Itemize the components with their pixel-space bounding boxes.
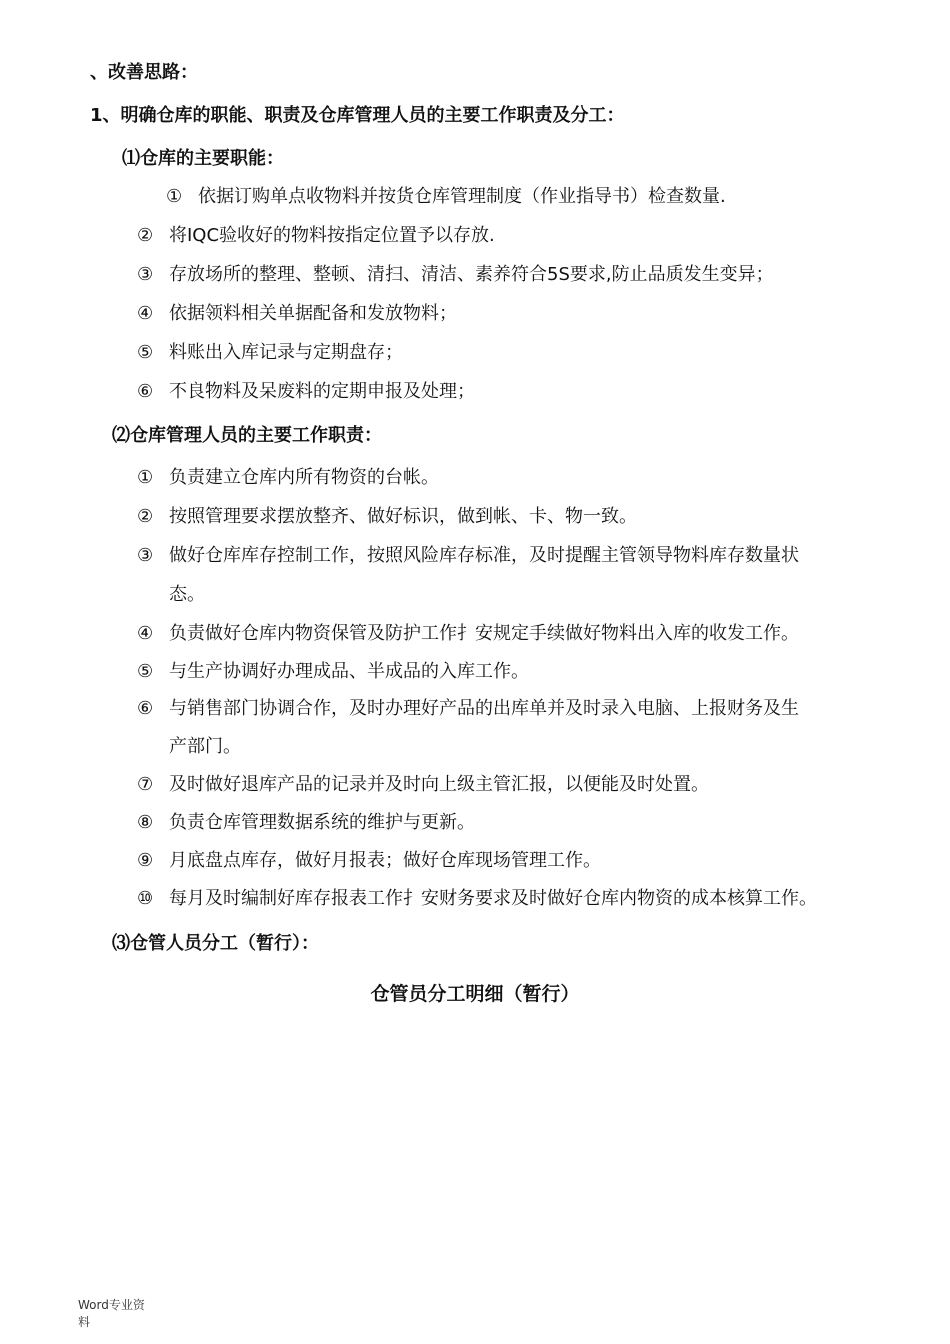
subsection-2-title: ⑵仓库管理人员的主要工作职责：	[112, 425, 382, 446]
list-item	[137, 849, 601, 873]
list-number: ④	[137, 303, 154, 324]
list-number: ⑤	[137, 661, 154, 682]
list-number: ②	[137, 506, 154, 527]
page-footer	[78, 1297, 145, 1331]
subsection-3-title: ⑶仓管人员分工（暂行）：	[112, 933, 319, 954]
list-item	[137, 505, 637, 529]
list-text: 负责做好仓库内物资保管及防护工作扌安规定手续做好物料出入库的收发工作。	[169, 623, 799, 644]
list-text: 料账出入库记录与定期盘存；	[169, 342, 403, 363]
list-item	[137, 224, 495, 248]
table-title: 仓管员分工明细（暂行）	[370, 983, 580, 1005]
list-number: ⑧	[137, 812, 154, 833]
list-item	[137, 341, 403, 365]
list-text: 按照管理要求摆放整齐、做好标识，做到帐、卡、物一致。	[169, 506, 637, 527]
list-number: ①	[166, 186, 183, 207]
list-item-continuation: 产部门。	[169, 736, 241, 757]
list-text: 不良物料及呆废料的定期申报及处理；	[169, 381, 475, 402]
list-item	[137, 380, 475, 404]
list-item	[166, 185, 726, 209]
list-number: ④	[137, 623, 154, 644]
list-item	[137, 622, 799, 646]
list-item	[137, 302, 457, 326]
section-1-title: 1、明确仓库的职能、职责及仓库管理人员的主要工作职责及分工：	[90, 105, 625, 126]
list-number: ⑦	[137, 774, 154, 795]
list-text: 做好仓库库存控制工作，按照风险库存标准，及时提醒主管领导物料库存数量状	[169, 545, 799, 566]
list-number: ⑥	[137, 698, 154, 719]
list-number: ⑨	[137, 850, 154, 871]
list-number: ⑥	[137, 381, 154, 402]
footer-line-1: Word专业资	[78, 1298, 145, 1312]
list-item-continuation: 态。	[169, 584, 205, 605]
list-text: 负责仓库管理数据系统的维护与更新。	[169, 812, 475, 833]
subsection-1-title: ⑴仓库的主要职能：	[122, 148, 284, 169]
list-item	[137, 773, 709, 797]
list-number: ①	[137, 467, 154, 488]
list-text: 存放场所的整理、整顿、清扫、清洁、素养符合5S要求,防止品质发生变异；	[169, 264, 774, 285]
list-text: 及时做好退库产品的记录并及时向上级主管汇报，以便能及时处置。	[169, 774, 709, 795]
list-item	[137, 660, 529, 684]
list-number: ②	[137, 225, 154, 246]
list-item	[137, 697, 799, 721]
list-item	[137, 887, 817, 911]
list-item	[137, 544, 799, 568]
list-number: ⑤	[137, 342, 154, 363]
list-text: 月底盘点库存，做好月报表；做好仓库现场管理工作。	[169, 850, 601, 871]
main-heading: 、改善思路：	[90, 62, 198, 83]
footer-line-2: 料	[78, 1315, 91, 1329]
list-item	[137, 263, 774, 287]
list-text: 依据领料相关单据配备和发放物料；	[169, 303, 457, 324]
list-text: 将IQC验收好的物料按指定位置予以存放.	[169, 225, 495, 246]
list-text: 负责建立仓库内所有物资的台帐。	[169, 467, 439, 488]
list-item	[137, 811, 475, 835]
list-number: ③	[137, 545, 154, 566]
list-text: 与生产协调好办理成品、半成品的入库工作。	[169, 661, 529, 682]
list-text: 每月及时编制好库存报表工作扌安财务要求及时做好仓库内物资的成本核算工作。	[169, 888, 817, 909]
list-number: ③	[137, 264, 154, 285]
list-text: 与销售部门协调合作，及时办理好产品的出库单并及时录入电脑、上报财务及生	[169, 698, 799, 719]
list-text: 依据订购单点收物料并按货仓库管理制度（作业指导书）检查数量.	[198, 186, 726, 207]
list-item	[137, 466, 439, 490]
list-number: ⑩	[137, 888, 154, 909]
